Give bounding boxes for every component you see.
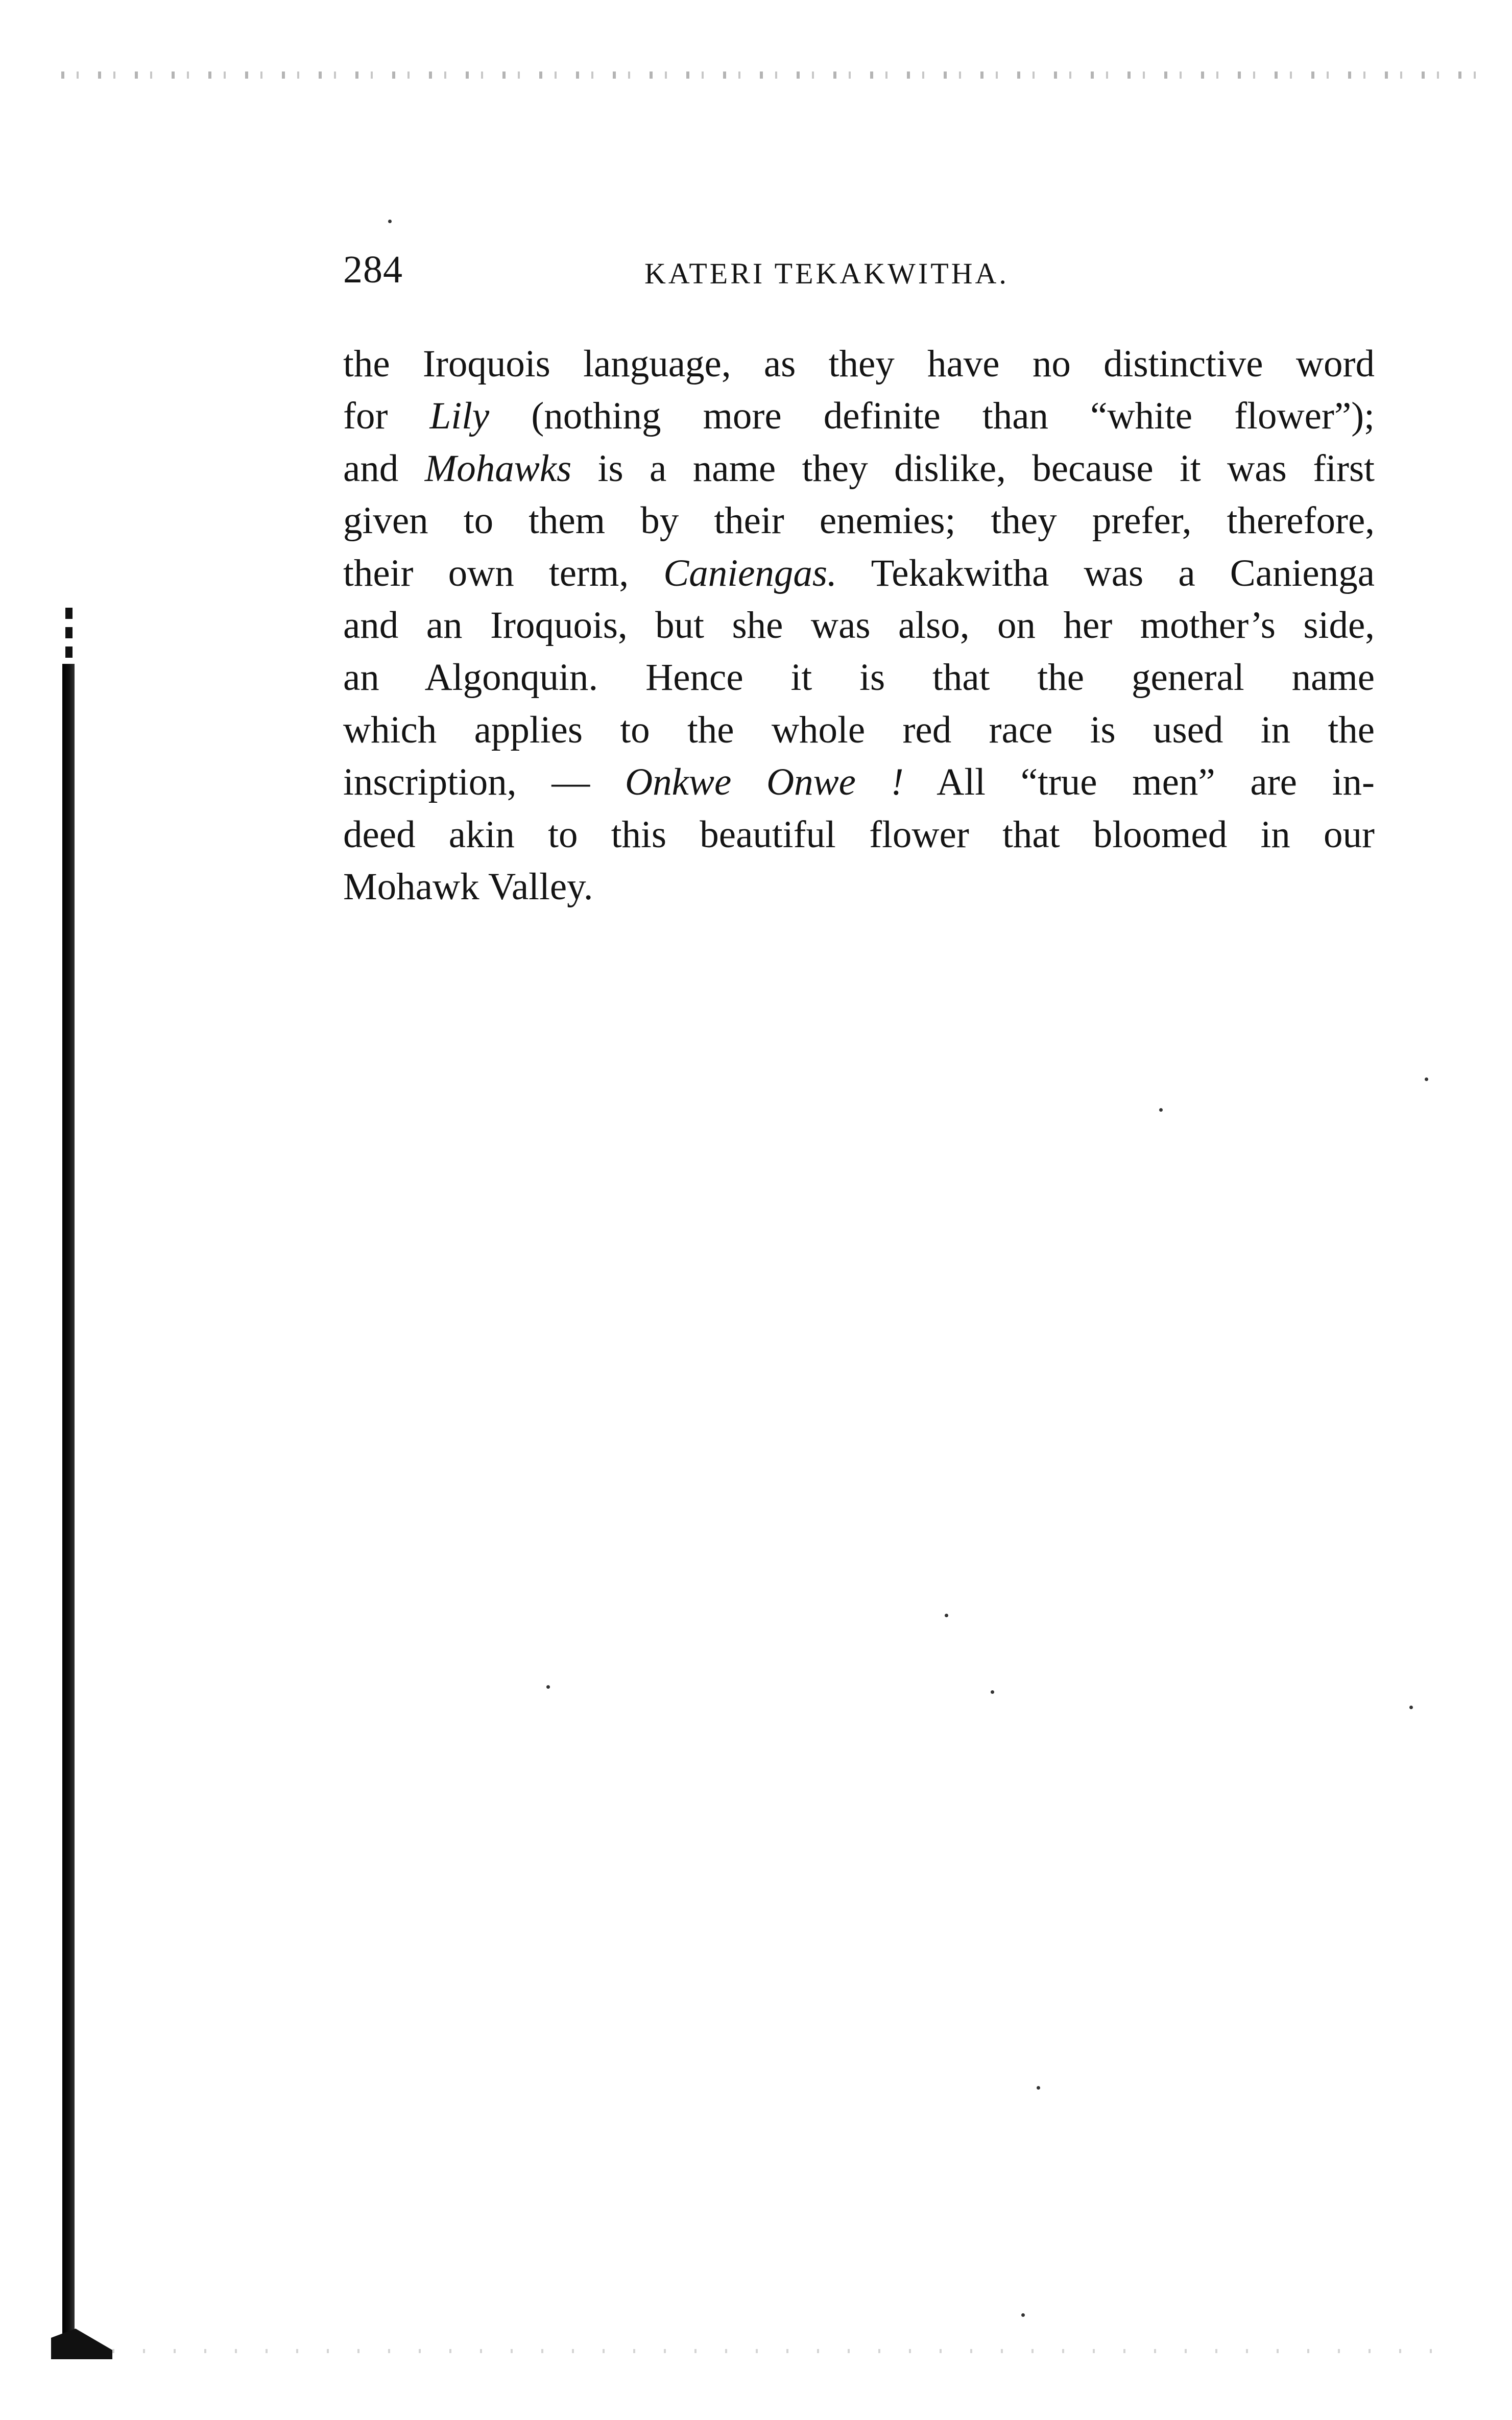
scan-speck — [388, 220, 392, 223]
text-line — [343, 338, 1375, 390]
italic-text-segment: Mohawks — [424, 447, 572, 490]
text-line — [343, 547, 1375, 600]
text-segment: deed akin to this beautiful flower that bloomed in our — [343, 813, 1375, 856]
text-line — [343, 443, 1375, 495]
text-line — [343, 756, 1375, 808]
running-head: KATERI TEKAKWITHA. — [644, 257, 1009, 290]
text-segment: and — [343, 447, 425, 490]
body-paragraph — [343, 338, 1375, 913]
scan-speck — [991, 1690, 994, 1694]
text-segment: Mohawk Valley. — [343, 866, 593, 908]
scan-speck — [546, 1685, 550, 1689]
scan-speck — [1409, 1706, 1413, 1709]
text-line — [343, 861, 1375, 913]
italic-text-segment: Caniengas. — [663, 552, 837, 594]
text-line — [343, 390, 1375, 442]
text-segment: All “true men” are in- — [903, 761, 1375, 804]
scan-speck — [1037, 2086, 1040, 2090]
text-line — [343, 809, 1375, 861]
italic-text-segment: Lily — [429, 395, 490, 438]
scan-noise-top — [61, 71, 1481, 79]
italic-text-segment: Onkwe Onwe ! — [625, 761, 904, 804]
binding-corner — [51, 2329, 112, 2359]
page-header — [343, 244, 1375, 295]
text-line — [343, 495, 1375, 547]
text-segment: an Algonquin. Hence it is that the general name — [343, 656, 1375, 699]
page-number: 284 — [343, 248, 403, 291]
text-segment: (nothing more definite than “white flower”); — [489, 395, 1375, 438]
text-segment: for — [343, 395, 430, 438]
text-segment: Tekakwitha was a Canienga — [836, 552, 1375, 594]
text-line — [343, 652, 1375, 704]
text-line — [343, 600, 1375, 652]
scan-speck — [1021, 2313, 1025, 2317]
text-segment: is a name they dislike, because it was first — [571, 447, 1375, 490]
scan-noise-bottom — [82, 2349, 1460, 2353]
binding-shadow — [62, 664, 75, 2359]
text-segment: inscription, — — [343, 761, 625, 804]
scan-speck — [1159, 1108, 1163, 1112]
scan-speck — [1425, 1077, 1428, 1081]
scan-speck — [945, 1614, 948, 1617]
text-segment: the Iroquois language, as they have no distinctive word — [343, 343, 1375, 385]
text-segment: which applies to the whole red race is used in the — [343, 708, 1375, 751]
text-segment: their own term, — [343, 552, 664, 594]
text-line — [343, 704, 1375, 756]
text-segment: and an Iroquois, but she was also, on her mother’s side, — [343, 604, 1375, 647]
text-segment: given to them by their enemies; they prefer, therefore, — [343, 499, 1375, 542]
